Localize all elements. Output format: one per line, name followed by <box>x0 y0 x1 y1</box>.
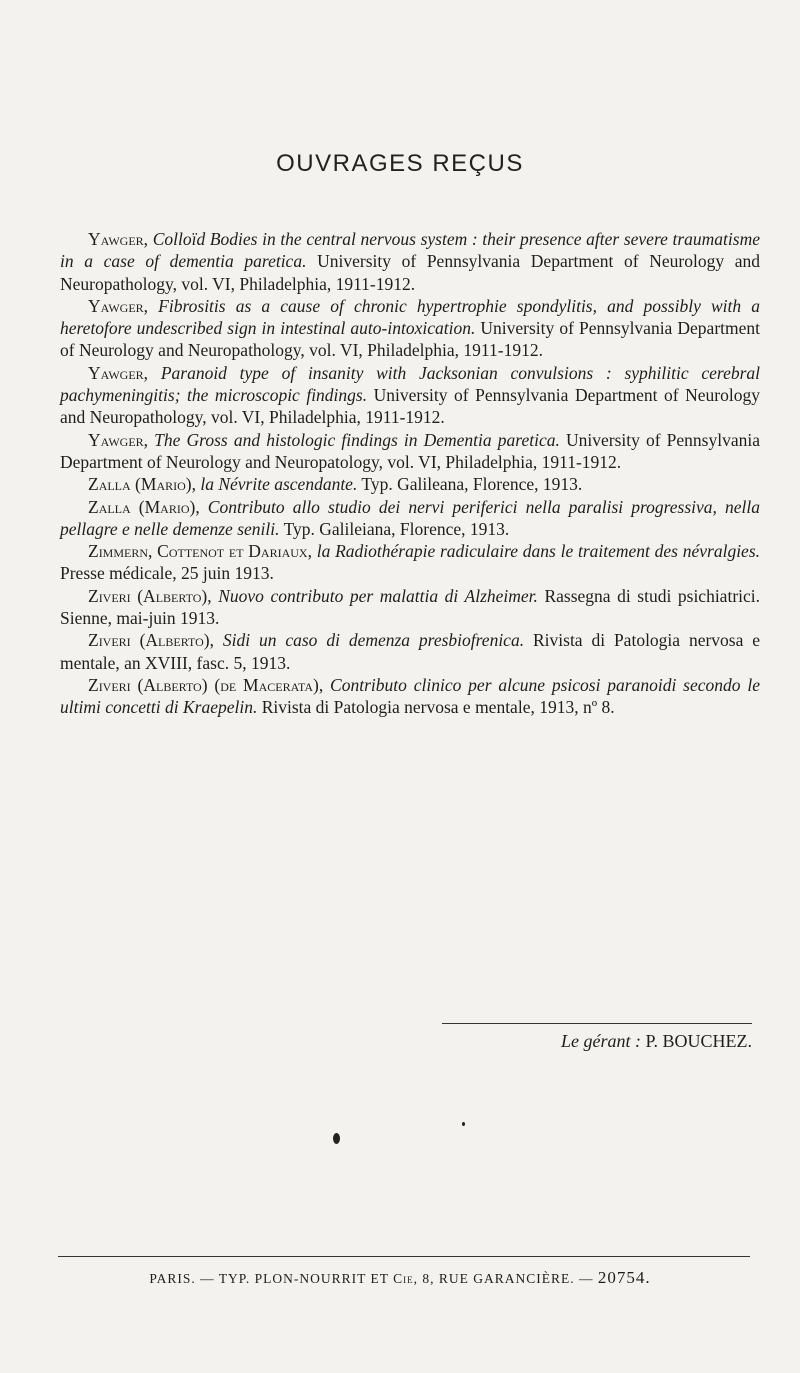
page-heading: OUVRAGES REÇUS <box>276 150 524 177</box>
entry-title: Sidi un caso di demenza presbiofrenica. <box>222 630 525 651</box>
entry-title: Contributo allo studio dei nervi periferici nella paralisi progressiva, nella pellagre e nelle demenze senili. <box>60 496 761 539</box>
entry-publication: Rassegna di studi psichiatrici. Sienne, mai-juin 1913. <box>60 585 761 629</box>
entry-author: Ziveri (Alberto), <box>88 630 214 651</box>
entry <box>60 473 760 495</box>
entry <box>60 362 760 429</box>
entry-title: la Radiothérapie radiculaire dans le traitement des névralgies. <box>316 541 761 562</box>
entry-title: Colloïd Bodies in the central nervous system : their presence after severe traumatisme in a case of dementia paretica. <box>60 229 761 272</box>
entry-publication: University of Pennsylvania Department of Neurology and Neuropathology, vol. VI, Philadelphia, 1911-1912. <box>60 318 760 361</box>
entry-author: Ziveri (Alberto), <box>88 585 212 606</box>
entry-author: Zalla (Mario), <box>88 474 196 495</box>
entry-publication: Typ. Galileiana, Florence, 1913. <box>283 518 510 539</box>
entry <box>60 496 760 541</box>
signature-name: P. BOUCHEZ. <box>645 1031 752 1051</box>
entry <box>60 585 760 630</box>
entry-author: Zimmern, Cottenot et Dariaux, <box>88 541 312 562</box>
entry-publication: Rivista di Patologia nervosa e mentale, 1913, nº 8. <box>261 697 615 718</box>
entry-author: Yawger, <box>88 362 149 383</box>
signature-block <box>442 1023 752 1052</box>
entry-author: Ziveri (Alberto) (de Macerata), <box>88 674 324 695</box>
entry-publication: Typ. Galileana, Florence, 1913. <box>361 474 583 495</box>
entry-author: Yawger, <box>88 295 149 316</box>
entry-title: la Névrite ascendante. <box>200 474 358 495</box>
entry-publication: University of Pennsylvania Department of Neurology and Neuropathology, vol. VI, Philadelphia, 1911-1912. <box>60 385 760 428</box>
entry-publication: Rivista di Patologia nervosa e mentale, an XVIII, fasc. 5, 1913. <box>60 630 761 673</box>
imprint-text: PARIS. — TYP. PLON-NOURRIT ET Cie, 8, RUE GARANCIÈRE. — <box>149 1271 594 1286</box>
entry-title: Nuovo contributo per malattia di Alzheimer. <box>218 585 538 606</box>
footer-rule <box>58 1256 750 1257</box>
imprint-number: 20754. <box>597 1268 651 1287</box>
entry <box>60 674 760 719</box>
entry-publication: University of Pennsylvania Department of Neurology and Neuropatology, vol. VI, Philadelphia, 1911-1912. <box>60 429 760 472</box>
entry-publication: University of Pennsylvania Department of Neurology and Neuropathology, vol. VI, Philadelphia, 1911-1912. <box>60 251 760 294</box>
entry <box>60 540 760 585</box>
entry-title: The Gross and histologic findings in Dementia paretica. <box>154 429 560 450</box>
entry-author: Yawger, <box>88 429 149 450</box>
signature-role: Le gérant : <box>560 1031 641 1051</box>
printer-imprint <box>0 1268 800 1288</box>
entry <box>60 429 760 474</box>
entry-title: Fibrositis as a cause of chronic hypertrophie spondylitis, and possibly with a heretofore undescribed sign in intestinal auto-intoxication. <box>60 295 760 339</box>
entry <box>60 228 760 295</box>
entry-author: Yawger, <box>88 229 149 249</box>
entry <box>60 295 760 362</box>
entry-title: Paranoid type of insanity with Jacksonian convulsions : syphilitic cerebral pachymeningitis; the microscopic findings. <box>60 362 761 406</box>
entry-author: Zalla (Mario), <box>88 496 200 517</box>
entry-title: Contributo clinico per alcune psicosi paranoidi secondo le ultimi concetti di Kraepelin. <box>60 674 760 718</box>
entry-publication: Presse médicale, 25 juin 1913. <box>60 563 274 584</box>
ink-speck <box>462 1122 465 1126</box>
entry-list <box>60 228 760 719</box>
entry <box>60 629 760 674</box>
ink-speck <box>333 1133 340 1144</box>
